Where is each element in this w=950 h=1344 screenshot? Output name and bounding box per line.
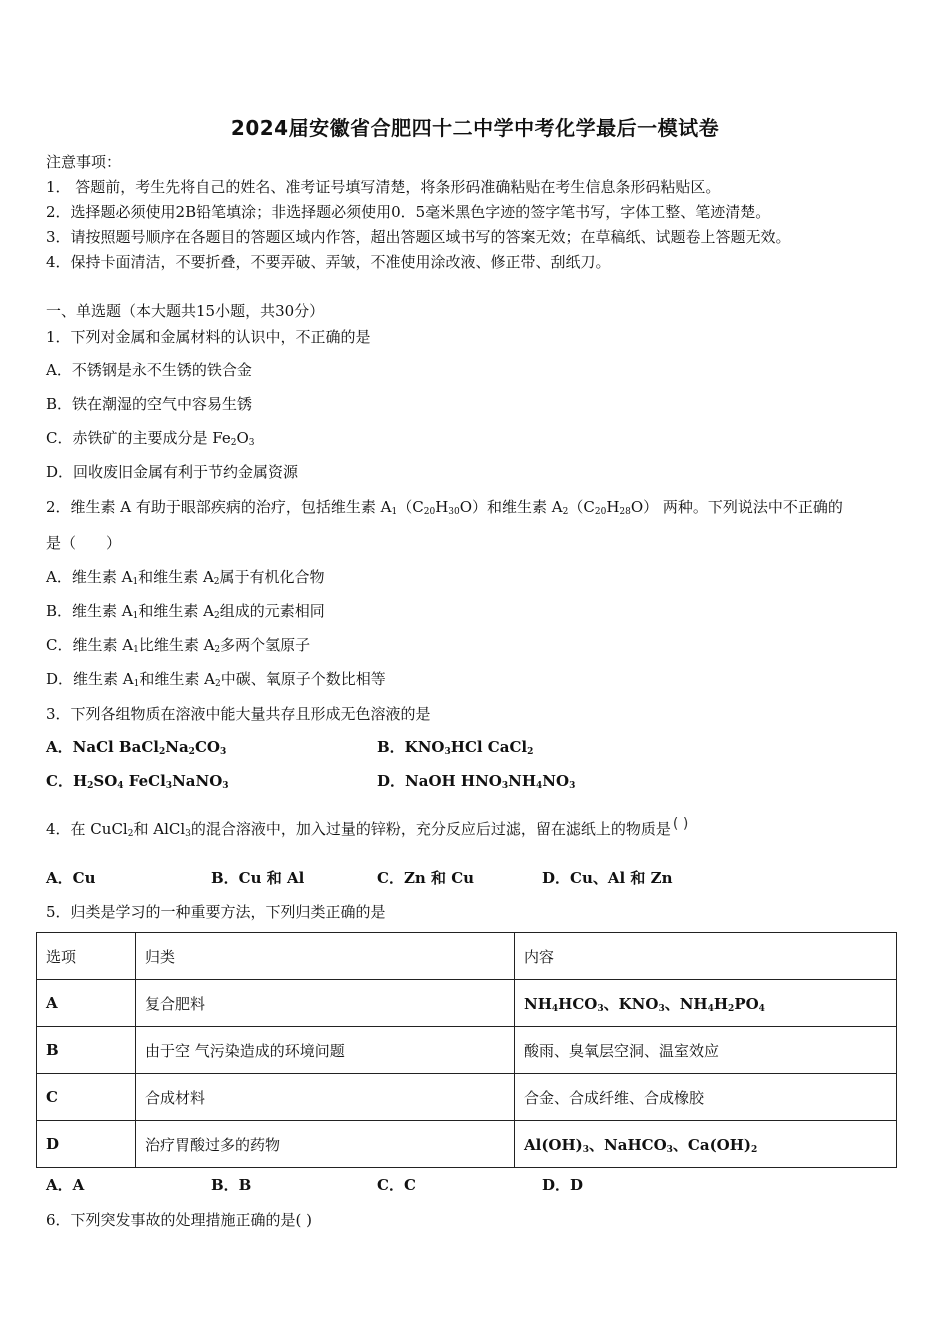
q3-option-c: C．$H_2SO_4$ FeCl$_3$NaNO$_3$ — [46, 772, 229, 791]
table-row — [37, 1121, 897, 1168]
q4-option-b: B．Cu 和 Al — [211, 869, 305, 887]
q3-stem: 3．下列各组物质在溶液中能大量共存且形成无色溶液的是 — [46, 705, 431, 723]
q5-option-c: C．C — [377, 1176, 416, 1194]
q3-option-a: A．NaCl $BaCl_2Na_2CO_3$ — [46, 738, 227, 757]
header-category: 归类 — [136, 933, 515, 980]
table-row — [37, 980, 897, 1027]
q3-option-d: D．NaOH $HNO_3NH_4NO_3$ — [377, 772, 576, 791]
table-row — [37, 1074, 897, 1121]
q1-option-d: D．回收废旧金属有利于节约金属资源 — [46, 463, 299, 481]
q2-stem: 2．维生素 A 有助于眼部疾病的治疗，包括维生素 $A_1(C_{20}H_{30}O)$和维生素 $A_2(C_{20}H_{28}O)$ 两种。下列说法中不正确的 — [46, 498, 843, 517]
header-option: 选项 — [37, 933, 136, 980]
row-option: C — [37, 1074, 136, 1121]
q6-stem: 6．下列突发事故的处理措施正确的是( ) — [46, 1211, 313, 1229]
row-content: 酸雨、臭氧层空洞、温室效应 — [515, 1027, 897, 1074]
row-content: 合金、合成纤维、合成橡胶 — [515, 1074, 897, 1121]
q1-option-c: C．赤铁矿的主要成分是 $Fe_2O_3$ — [46, 429, 255, 448]
row-option: D — [37, 1121, 136, 1168]
table-row — [37, 1027, 897, 1074]
notice-item-3: 3．请按照题号顺序在各题目的答题区域内作答，超出答题区域书写的答案无效；在草稿纸、试题卷上答题无效。 — [46, 228, 791, 246]
q4-stem: 4．在 CuCl$_2$和 AlCl$_3$的混合溶液中，加入过量的锌粉，充分反应后过滤，留在滤纸上的物质是 ( ) — [46, 816, 689, 839]
section-heading: 一、单选题（本大题共15小题，共30分） — [46, 302, 325, 320]
q4-option-c: C．Zn 和 Cu — [377, 869, 475, 887]
q2-option-c: C．维生素 $A_1$比维生素 $A_2$多两个氢原子 — [46, 636, 311, 655]
row-category: 治疗胃酸过多的药物 — [136, 1121, 515, 1168]
page-title: 2024届安徽省合肥四十二中学中考化学最后一模试卷 — [230, 116, 720, 140]
q3-option-b: B．$KNO_3HCl$ CaCl$_2$ — [377, 738, 534, 757]
q2-stem-line2: 是（ ） — [46, 534, 122, 552]
q4-option-a: A．Cu — [46, 869, 96, 887]
table-header-row — [37, 933, 897, 980]
q1-option-a: A．不锈钢是永不生锈的铁合金 — [46, 361, 252, 379]
row-category: 合成材料 — [136, 1074, 515, 1121]
row-category: 复合肥料 — [136, 980, 515, 1027]
q5-option-d: D．D — [542, 1176, 584, 1194]
notice-item-1: 1． 答题前，考生先将自己的姓名、准考证号填写清楚，将条形码准确粘贴在考生信息条形码粘贴区。 — [46, 178, 721, 196]
row-category: 由于空 气污染造成的环境问题 — [136, 1027, 515, 1074]
q1-option-b: B．铁在潮湿的空气中容易生锈 — [46, 395, 253, 413]
notice-item-2: 2．选择题必须使用2B铅笔填涂；非选择题必须使用0．5毫米黑色字迹的签字笔书写，字体工整、笔迹清楚。 — [46, 203, 771, 221]
q2-option-a: A．维生素 $A_1$和维生素 $A_2$属于有机化合物 — [46, 568, 325, 587]
row-content: $NH_4HCO_3$、$KNO_3$、$NH_4H_2PO_4$ — [515, 980, 897, 1027]
q4-option-d: D．Cu、Al 和 Zn — [542, 869, 673, 887]
row-option: A — [37, 980, 136, 1027]
row-content: $Al(OH)_3$、NaHCO$_3$、$Ca(OH)_2$ — [515, 1121, 897, 1168]
q1-stem: 1．下列对金属和金属材料的认识中，不正确的是 — [46, 328, 371, 346]
q5-option-a: A．A — [46, 1176, 85, 1194]
q2-option-b: B．维生素 $A_1$和维生素 $A_2$组成的元素相同 — [46, 602, 325, 621]
row-option: B — [37, 1027, 136, 1074]
header-content: 内容 — [515, 933, 897, 980]
q2-option-d: D．维生素 $A_1$和维生素 $A_2$中碳、氧原子个数比相等 — [46, 670, 386, 689]
notice-item-4: 4．保持卡面清洁，不要折叠，不要弄破、弄皱，不准使用涂改液、修正带、刮纸刀。 — [46, 253, 611, 271]
q5-stem: 5．归类是学习的一种重要方法，下列归类正确的是 — [46, 903, 386, 921]
classification-table — [36, 932, 897, 1168]
notice-heading: 注意事项： — [46, 153, 122, 171]
q5-option-b: B．B — [211, 1176, 252, 1194]
answer-paren: ( ) — [672, 816, 689, 832]
